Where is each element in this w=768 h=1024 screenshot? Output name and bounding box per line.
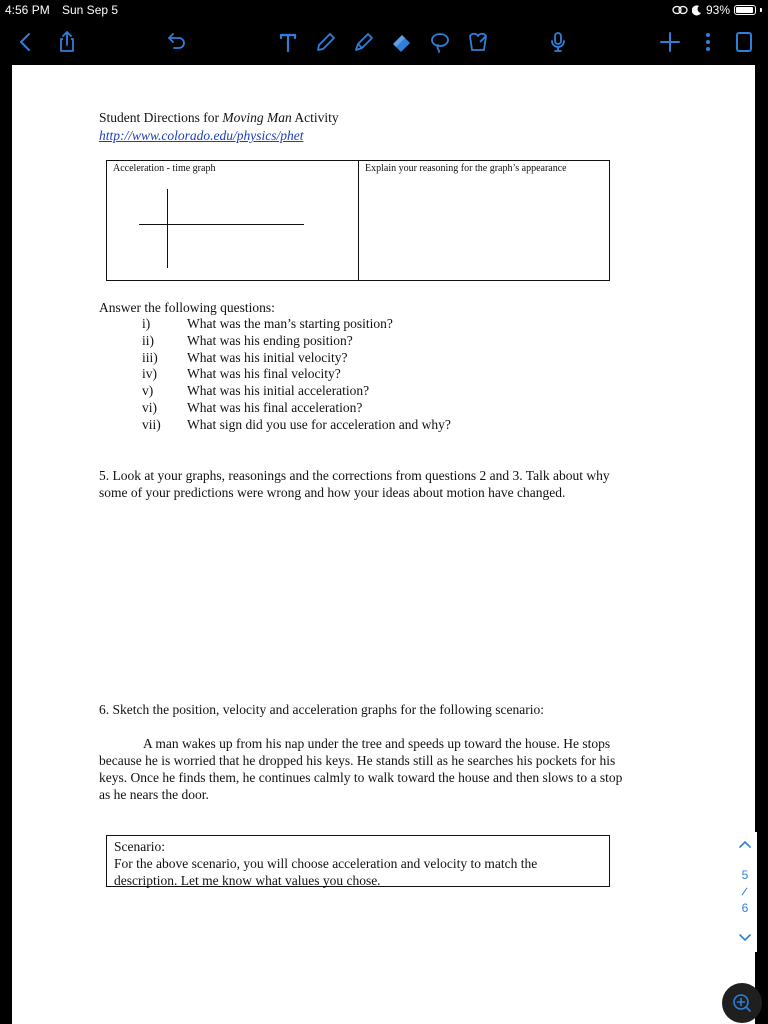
add-page-button[interactable] xyxy=(656,28,684,56)
question-6: 6. Sketch the position, velocity and acceleration graphs for the following scenario: xyxy=(99,702,544,717)
highlighter-icon xyxy=(352,30,376,54)
status-bar xyxy=(0,0,768,20)
undo-button[interactable] xyxy=(163,28,191,56)
phet-link[interactable]: http://www.colorado.edu/physics/phet xyxy=(99,128,304,143)
pen-icon xyxy=(314,30,338,54)
chevron-up-icon[interactable] xyxy=(738,837,752,851)
add-page-icon xyxy=(658,30,682,54)
page-thumbnails-button[interactable] xyxy=(730,28,758,56)
list-item: v) What was his initial acceleration? xyxy=(142,383,370,399)
questions-heading: Answer the following questions: xyxy=(99,300,275,315)
status-date: Sun Sep 5 xyxy=(62,3,119,17)
graph-table xyxy=(106,160,610,281)
status-time: 4:56 PM xyxy=(5,3,50,17)
more-button[interactable] xyxy=(694,28,722,56)
battery-percent: 93% xyxy=(705,3,730,17)
lasso-icon xyxy=(428,30,452,54)
graph-x-axis xyxy=(139,224,304,225)
list-item: ii) What was his ending position? xyxy=(142,332,353,348)
highlighter-tool-button[interactable] xyxy=(350,28,378,56)
list-item: iv) What was his final velocity? xyxy=(142,366,341,382)
graph-y-axis xyxy=(167,189,168,268)
scenario-paragraph: A man wakes up from his nap under the tree and speeds up toward the house. He stops because he is worried that he dropped his keys. He stands still as he searches his pockets for his keys. Once he finds them, he continues calmly to walk toward the house and then slows to a stop as he nears the door. xyxy=(99,736,623,802)
headphones-icon xyxy=(672,4,688,16)
share-icon xyxy=(55,30,79,54)
page-navigator xyxy=(733,832,757,952)
more-icon xyxy=(696,30,720,54)
pen-tool-button[interactable] xyxy=(312,28,340,56)
document-page[interactable] xyxy=(12,65,755,1024)
scenario-heading: Scenario: xyxy=(114,839,165,854)
question-5: 5. Look at your graphs, reasonings and the corrections from questions 2 and 3. Talk about why some of your predictions were wrong and how your ideas about motion have changed. xyxy=(99,468,610,500)
document-title: Student Directions for Moving Man Activity xyxy=(99,110,339,125)
back-button[interactable] xyxy=(12,28,40,56)
eraser-icon xyxy=(390,30,414,54)
status-right xyxy=(672,3,762,17)
total-page-number: 6 xyxy=(741,901,749,915)
lasso-tool-button[interactable] xyxy=(426,28,454,56)
table-header-reasoning: Explain your reasoning for the graph’s appearance xyxy=(365,163,567,174)
sticker-tool-button[interactable] xyxy=(464,28,492,56)
table-header-acceleration: Acceleration - time graph xyxy=(113,163,216,174)
page-thumbnails-icon xyxy=(732,30,756,54)
eraser-tool-button[interactable] xyxy=(388,28,416,56)
undo-icon xyxy=(165,30,189,54)
list-item: i) What was the man’s starting position? xyxy=(142,316,393,331)
share-button[interactable] xyxy=(53,28,81,56)
questions-list xyxy=(142,316,451,434)
chevron-down-icon[interactable] xyxy=(738,931,752,945)
battery-icon xyxy=(734,5,756,15)
current-page-number: 5 xyxy=(741,868,749,882)
zoom-in-icon xyxy=(732,993,752,1013)
record-audio-button[interactable] xyxy=(544,28,572,56)
list-item: iii) What was his initial velocity? xyxy=(142,349,348,365)
sticker-icon xyxy=(466,30,490,54)
text-tool-button[interactable] xyxy=(274,28,302,56)
scenario-box: Scenario: For the above scenario, you will choose acceleration and velocity to match the description. Let me know what values you chose. xyxy=(106,835,610,887)
toolbar xyxy=(0,20,768,64)
list-item: vii) What sign did you use for acceleration and why? xyxy=(142,416,451,432)
microphone-icon xyxy=(546,30,570,54)
zoom-button[interactable] xyxy=(722,983,762,1023)
text-tool-icon xyxy=(276,30,300,54)
list-item: vi) What was his final acceleration? xyxy=(142,399,363,415)
moon-icon xyxy=(692,5,702,16)
back-chevron-icon xyxy=(14,30,38,54)
